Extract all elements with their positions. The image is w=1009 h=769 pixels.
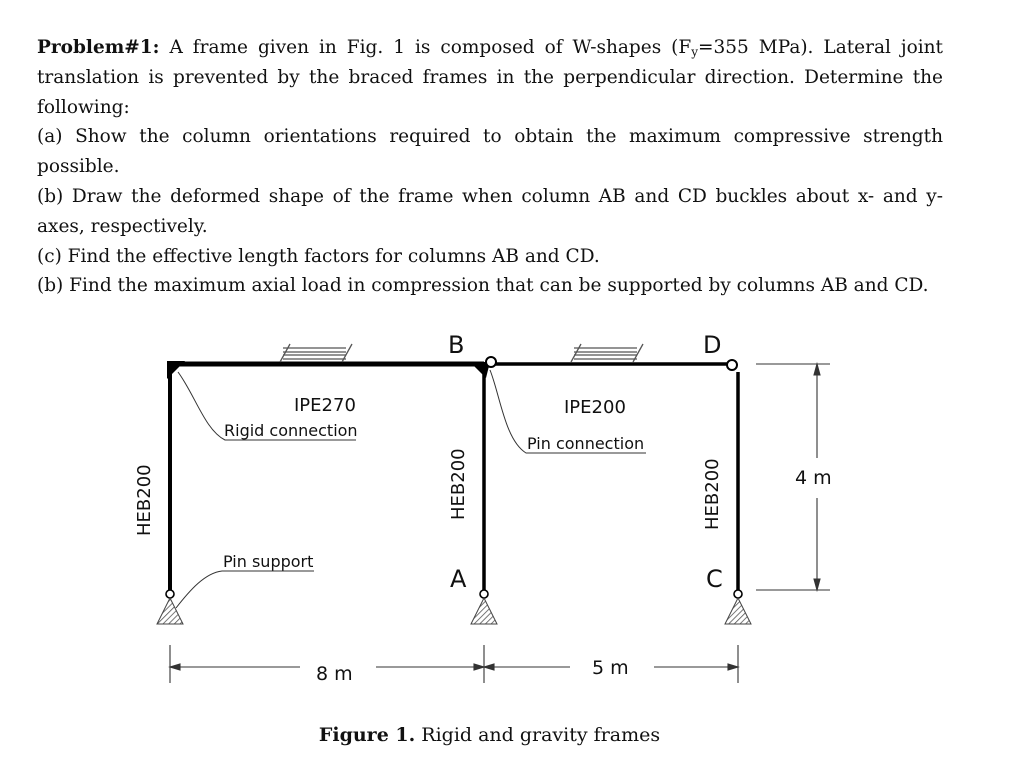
span-label-5m: 5 m	[592, 657, 629, 679]
pin-support-left	[157, 590, 183, 624]
problem-intro-text: A frame given in Fig. 1 is composed of W-shapes (F	[159, 37, 692, 58]
part-a: (a) Show the column orientations required to obtain the maximum compressive strength possible.	[37, 126, 943, 178]
pin-connection-d	[727, 360, 737, 370]
part-b: (b) Draw the deformed shape of the frame when column AB and CD buckles about x- and y-axes, respectively.	[37, 185, 943, 237]
span-label-8m: 8 m	[316, 663, 353, 685]
beam-section-symbol-left	[280, 344, 352, 362]
pin-connection-label: Pin connection	[527, 434, 645, 453]
node-label-c: C	[706, 565, 723, 593]
rigid-connection-label: Rigid connection	[224, 421, 358, 440]
column-label-ab: HEB200	[448, 448, 469, 520]
beam-label-ipe270: IPE270	[294, 395, 356, 416]
figure-caption	[0, 724, 979, 746]
beam-section-symbol-right	[571, 344, 643, 362]
column-label-cd: HEB200	[702, 458, 723, 530]
node-label-a: A	[450, 565, 467, 593]
caption-label: Figure 1.	[318, 724, 416, 746]
beam-label-ipe200: IPE200	[564, 397, 626, 418]
leader-pin-support	[176, 571, 314, 608]
pin-connection-b	[486, 357, 496, 367]
pin-support-label: Pin support	[223, 552, 314, 571]
node-label-b: B	[448, 331, 465, 359]
span-dimension	[170, 645, 738, 683]
height-label-4m: 4 m	[795, 467, 832, 489]
column-label-left: HEB200	[134, 464, 155, 536]
problem-intro-text-end: =355 MPa). Lateral joint translation is prevented by the braced frames in the perpendicular direction. Determine the following:	[37, 37, 943, 118]
part-c: (c) Find the effective length factors for columns AB and CD.	[37, 245, 600, 267]
caption-text: Rigid and gravity frames	[415, 724, 661, 746]
node-label-d: D	[703, 331, 722, 359]
yield-subscript: y	[691, 45, 698, 59]
problem-title: Problem#1:	[37, 37, 160, 58]
pin-support-c	[725, 590, 751, 624]
pin-support-a	[471, 590, 497, 624]
part-d: (b) Find the maximum axial load in compression that can be supported by columns AB and CD.	[37, 275, 929, 297]
